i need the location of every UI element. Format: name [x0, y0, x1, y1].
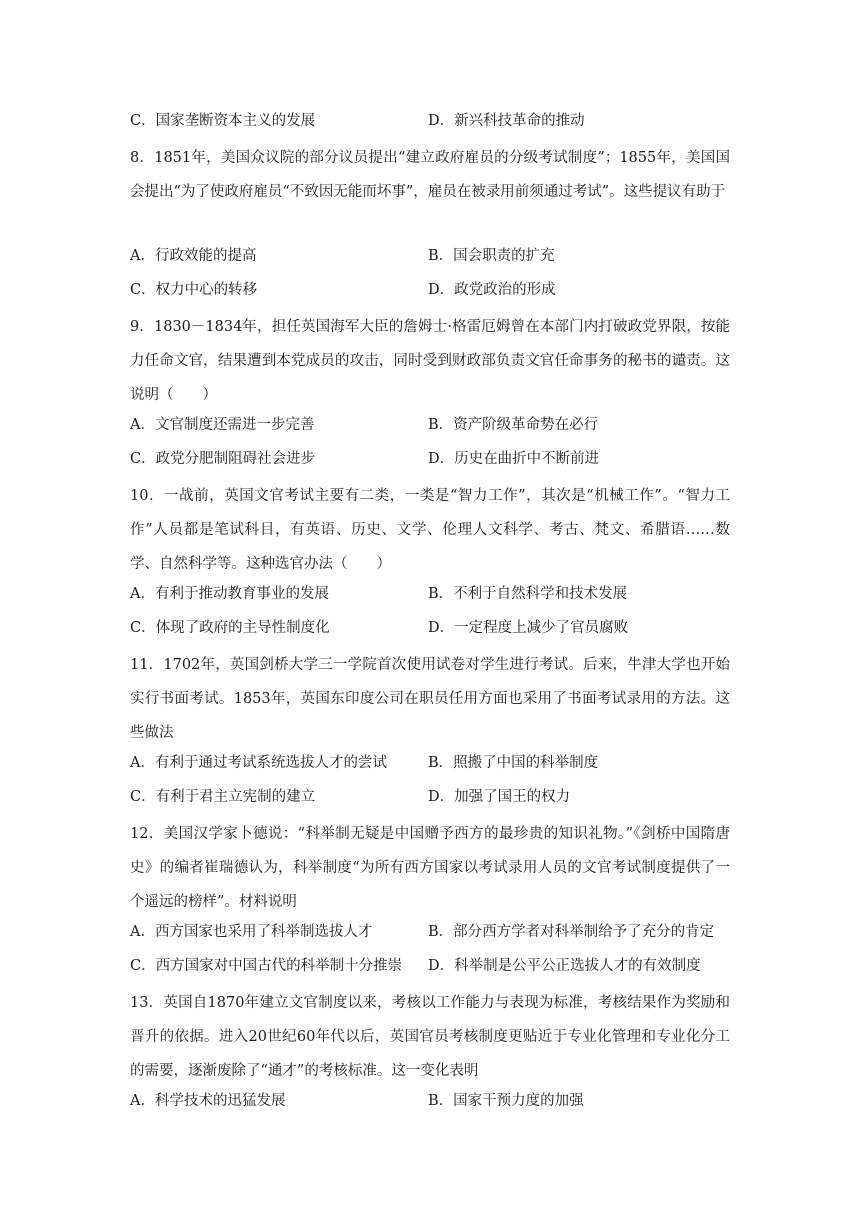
option-row: [130, 618, 750, 638]
option-b: B．国会职责的扩充: [428, 248, 555, 264]
option-d: D．科举制是公平公正选拔人才的有效制度: [428, 958, 701, 974]
option-row: [130, 753, 750, 773]
option-row: [130, 1091, 750, 1111]
question-8-stem: 8．1851年，美国众议院的部分议员提出“建立政府雇员的分级考试制度”；1855年，美国国会提出“为了使政府雇员“不致因无能而坏事”，雇员在被录用前须通过考试”。这些提议有助于: [130, 150, 730, 200]
option-a: A．有利于推动教育事业的发展: [130, 586, 329, 602]
option-c: C．有利于君主立宪制的建立: [130, 789, 316, 805]
option-c: C．权力中心的转移: [130, 282, 258, 298]
option-a: A．西方国家也采用了科举制选拔人才: [130, 924, 373, 940]
option-b: B．部分西方学者对科举制给予了充分的肯定: [428, 924, 715, 940]
option-b: B．不利于自然科学和技术发展: [428, 586, 628, 602]
option-row: [130, 584, 750, 604]
option-row: [130, 415, 750, 435]
option-b: B．国家干预力度的加强: [428, 1093, 584, 1109]
question-13-stem: 13．英国自1870年建立文官制度以来，考核以工作能力与表现为标准，考核结果作为奖励和晋升的依据。进入20世纪60年代以后，英国官员考核制度更贴近于专业化管理和专业化分工的需要，逐渐废除了“通才”的考核标准。这一变化表明: [130, 995, 730, 1079]
option-a: A．文官制度还需进一步完善: [130, 417, 315, 433]
option-b: B．照搬了中国的科举制度: [428, 755, 599, 771]
option-a: A．行政效能的提高: [130, 248, 257, 264]
option-d: D．历史在曲折中不断前进: [428, 451, 600, 467]
option-row: [130, 111, 750, 131]
option-c: C．国家垄断资本主义的发展: [130, 113, 316, 129]
option-c: C．体现了政府的主导性制度化: [130, 620, 330, 636]
option-d: D．加强了国王的权力: [428, 789, 571, 805]
option-d: D．政党政治的形成: [428, 282, 556, 298]
question-11-stem: 11．1702年，英国剑桥大学三一学院首次使用试卷对学生进行考试。后来，牛津大学也开始实行书面考试。1853年，英国东印度公司在职员任用方面也采用了书面考试录用的方法。这些做法: [130, 657, 730, 741]
option-row: [130, 787, 750, 807]
option-row: [130, 246, 750, 266]
question-9-stem: 9．1830－1834年，担任英国海军大臣的詹姆士·格雷厄姆曾在本部门内打破政党界限，按能力任命文官，结果遭到本党成员的攻击，同时受到财政部负责文官任命事务的秘书的谴责。这说明（ ）: [130, 319, 730, 403]
option-c: C．西方国家对中国古代的科举制十分推崇: [130, 958, 403, 974]
option-d: D．新兴科技革命的推动: [428, 113, 585, 129]
option-a: A．有利于通过考试系统选拔人才的尝试: [130, 755, 387, 771]
option-c: C．政党分肥制阻碍社会进步: [130, 451, 316, 467]
question-12-stem: 12．美国汉学家卜德说：“科举制无疑是中国赠予西方的最珍贵的知识礼物。”《剑桥中国隋唐史》的编者崔瑞德认为，科举制度“为所有西方国家以考试录用人员的文官考试制度提供了一个遥远的榜样”。材料说明: [130, 826, 730, 910]
option-d: D．一定程度上减少了官员腐败: [428, 620, 629, 636]
option-row: [130, 956, 750, 976]
option-row: [130, 280, 750, 300]
option-b: B．资产阶级革命势在必行: [428, 417, 599, 433]
option-a: A．科学技术的迅猛发展: [130, 1093, 286, 1109]
option-row: [130, 922, 750, 942]
question-10-stem: 10．一战前，英国文官考试主要有二类，一类是“智力工作”，其次是“机械工作”。“智力工作”人员都是笔试科目，有英语、历史、文学、伦理人文科学、考古、梵文、希腊语……数学、自然科学等。这种选官办法（ ）: [130, 488, 730, 572]
option-row: [130, 449, 750, 469]
